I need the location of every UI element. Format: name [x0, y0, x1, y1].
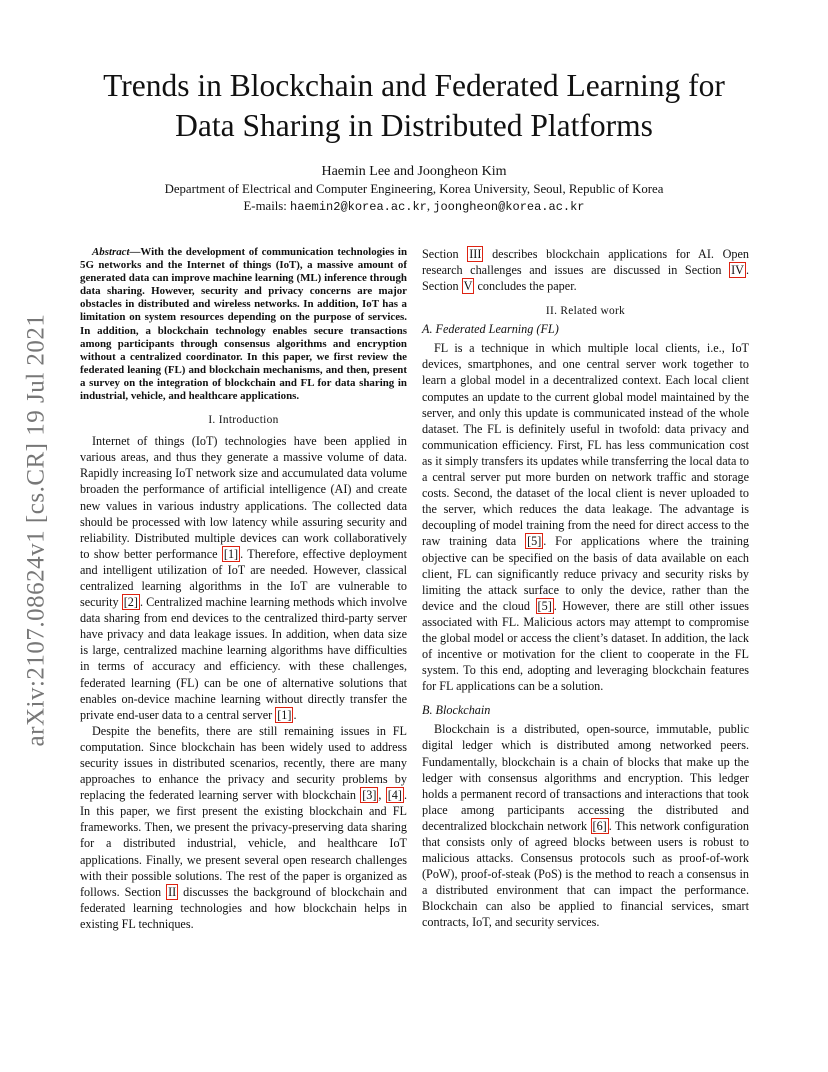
subsection-a-heading: A. Federated Learning (FL)	[422, 322, 559, 337]
left-column	[80, 246, 407, 932]
section-link[interactable]: V	[463, 279, 473, 294]
citation-link[interactable]: [3]	[362, 788, 377, 803]
citation-link[interactable]: [2]	[123, 595, 138, 610]
citation-link[interactable]: [5]	[537, 598, 552, 613]
citation-link[interactable]: [1]	[277, 707, 292, 722]
paper-title	[60, 66, 768, 146]
intro-paragraph-1: Internet of things (IoT) technologies have been applied in various areas, and thus they generate a massive volume of data. Rapidly increasing IoT network size and accumulated data volume broaden the performance of artificial intelligence (AI) and create new values in various industry applications. The collected data should be processed with low latency while assuring security and reliability. Distributed multiple devices can work collaboratively to show better performance [1] . Therefore, effective deployment and intelligent utilization of IoT are needed. However, classical centralized learning algorithms in the IoT are vulnerable to security [2] . Centralized machine learning methods which involve data sharing from end devices to the centralized third-party server have privacy and data leakage issues. In addition, when data size is large, centralized machine learning algorithms have difficulties in terms of accuracy and efficiency. with these challenges, federated learning (FL) can be one of alternative solutions that enables on-device machine learning without directly transfer the private end-user data to a central server [1] .	[80, 434, 407, 722]
section-2-heading: II. Related work	[545, 305, 626, 318]
emails-label: E-mails:	[243, 199, 287, 213]
abstract	[80, 246, 407, 403]
affiliation: Department of Electrical and Computer Engineering, Korea University, Seoul, Republic of Korea	[164, 182, 664, 196]
emails: E-mails: haemin2@korea.ac.kr, joongheon@korea.ac.kr	[243, 199, 585, 214]
citation-link[interactable]: [4]	[387, 788, 402, 803]
blockchain-paragraph: Blockchain is a distributed, open-source, immutable, public digital ledger which is distributed among networked peers. Fundamentally, blockchain is a chain of blocks that make up the ledger with consensus algorithms and encryption. This ledger holds a permanent record of transactions and interactions that took place among participants accessing the distributed and decentralized blockchain network [6] . This network configuration that consists only of agreed blocks between users is robust to malicious attacks. Consensus protocols such as proof-of-work (PoW), proof-of-steak (PoS) is the method to reach a consensus in a distributed environment that can impact the performance. Blockchain can also be applied to financial services, smart contracts, IoT, and security services.	[422, 722, 749, 930]
abstract-label: Abstract	[92, 246, 130, 258]
right-column	[422, 246, 749, 931]
email-2[interactable]: joongheon@korea.ac.kr	[433, 200, 585, 214]
title-line-2: Data Sharing in Distributed Platforms	[175, 108, 653, 143]
email-1[interactable]: haemin2@korea.ac.kr	[290, 200, 427, 214]
citation-link[interactable]: [6]	[592, 818, 607, 833]
subsection-b-heading: B. Blockchain	[422, 703, 491, 718]
federated-learning-paragraph: FL is a technique in which multiple local clients, i.e., IoT devices, smartphones, and one central server work together to learn a global model in a decentralized context. Each local client computes an update to the current global model maintained by the server, and only this update is communicated instead of the whole dataset. The FL is definitely useful in twofold: data privacy and communication efficiency. First, FL has less communication cost as it simply transfers its updates while transferring the local data to a central server put more burden on network traffic and storage costs. Second, the dataset of the local client is never uploaded to the server, which reduces the data leakage. The advantage is decoupling of model training from the need for direct access to the raw training data [5] . For applications where the training objective can be specified on the basis of data available on each client, FL can significantly reduce privacy and security risks by limiting the attack surface to only the device, rather than the device and the cloud [5] . However, there are still other issues associated with FL. Malicious actors may attempt to compromise the global model or access the client’s dataset. In addition, the lack of incentive or motivation for the client to cooperate in the FL system. To this end, adopting and leveraging blockchain features for FL applications can be a solution.	[422, 341, 750, 694]
title-line-1: Trends in Blockchain and Federated Learning for	[103, 68, 725, 103]
section-link[interactable]: II	[168, 884, 177, 899]
citation-link[interactable]: [1]	[223, 546, 239, 561]
section-link[interactable]: IV	[731, 263, 744, 278]
intro-paragraph-2-continued: Section III describes blockchain applications for AI. Open research challenges and issues are discussed in Section IV . Section V concludes the paper.	[422, 247, 749, 294]
intro-paragraph-2: Despite the benefits, there are still remaining issues in FL computation. Since blockchain has been widely used to address security issues in distributed scenarios, recently, there are many approaches to enhance the privacy and security problems by replacing the federated learning server with blockchain [3] , [4] . In this paper, we first present the existing blockchain and FL frameworks. Then, we present the privacy-preserving data sharing for a distributed industrial, vehicle, and healthcare IoT applications. Finally, we present several open research challenges with their possible solutions. The rest of the paper is organized as follows. Section II discusses the background of blockchain and federated learning technologies and how blockchain helps in existing FL techniques.	[80, 723, 407, 931]
authors: Haemin Lee and Joongheon Kim	[321, 164, 507, 179]
arxiv-identifier: arXiv:2107.08624v1 [cs.CR] 19 Jul 2021	[22, 313, 49, 747]
citation-link[interactable]: [5]	[527, 534, 542, 549]
section-link[interactable]: III	[469, 247, 482, 261]
abstract-text: —With the development of communication technologies in 5G networks and the Internet of things (IoT), a massive amount of generated data can improve machine learning (ML) inference through data sharing. However, security and privacy concerns are major obstacles in distributed and wireless networks. In addition, IoT has a limitation on system resources depending on the purpose of services. In addition, a blockchain technology enables secure transactions among participants through consensus algorithms and encryption without a centralized coordinator. In this paper, we first review the federated leaning (FL) and blockchain mechanisms, and then, present a survey on the integration of blockchain and FL for data sharing in industrial, vehicle, and healthcare applications.	[80, 246, 407, 403]
section-1-heading: I. Introduction	[208, 414, 279, 427]
